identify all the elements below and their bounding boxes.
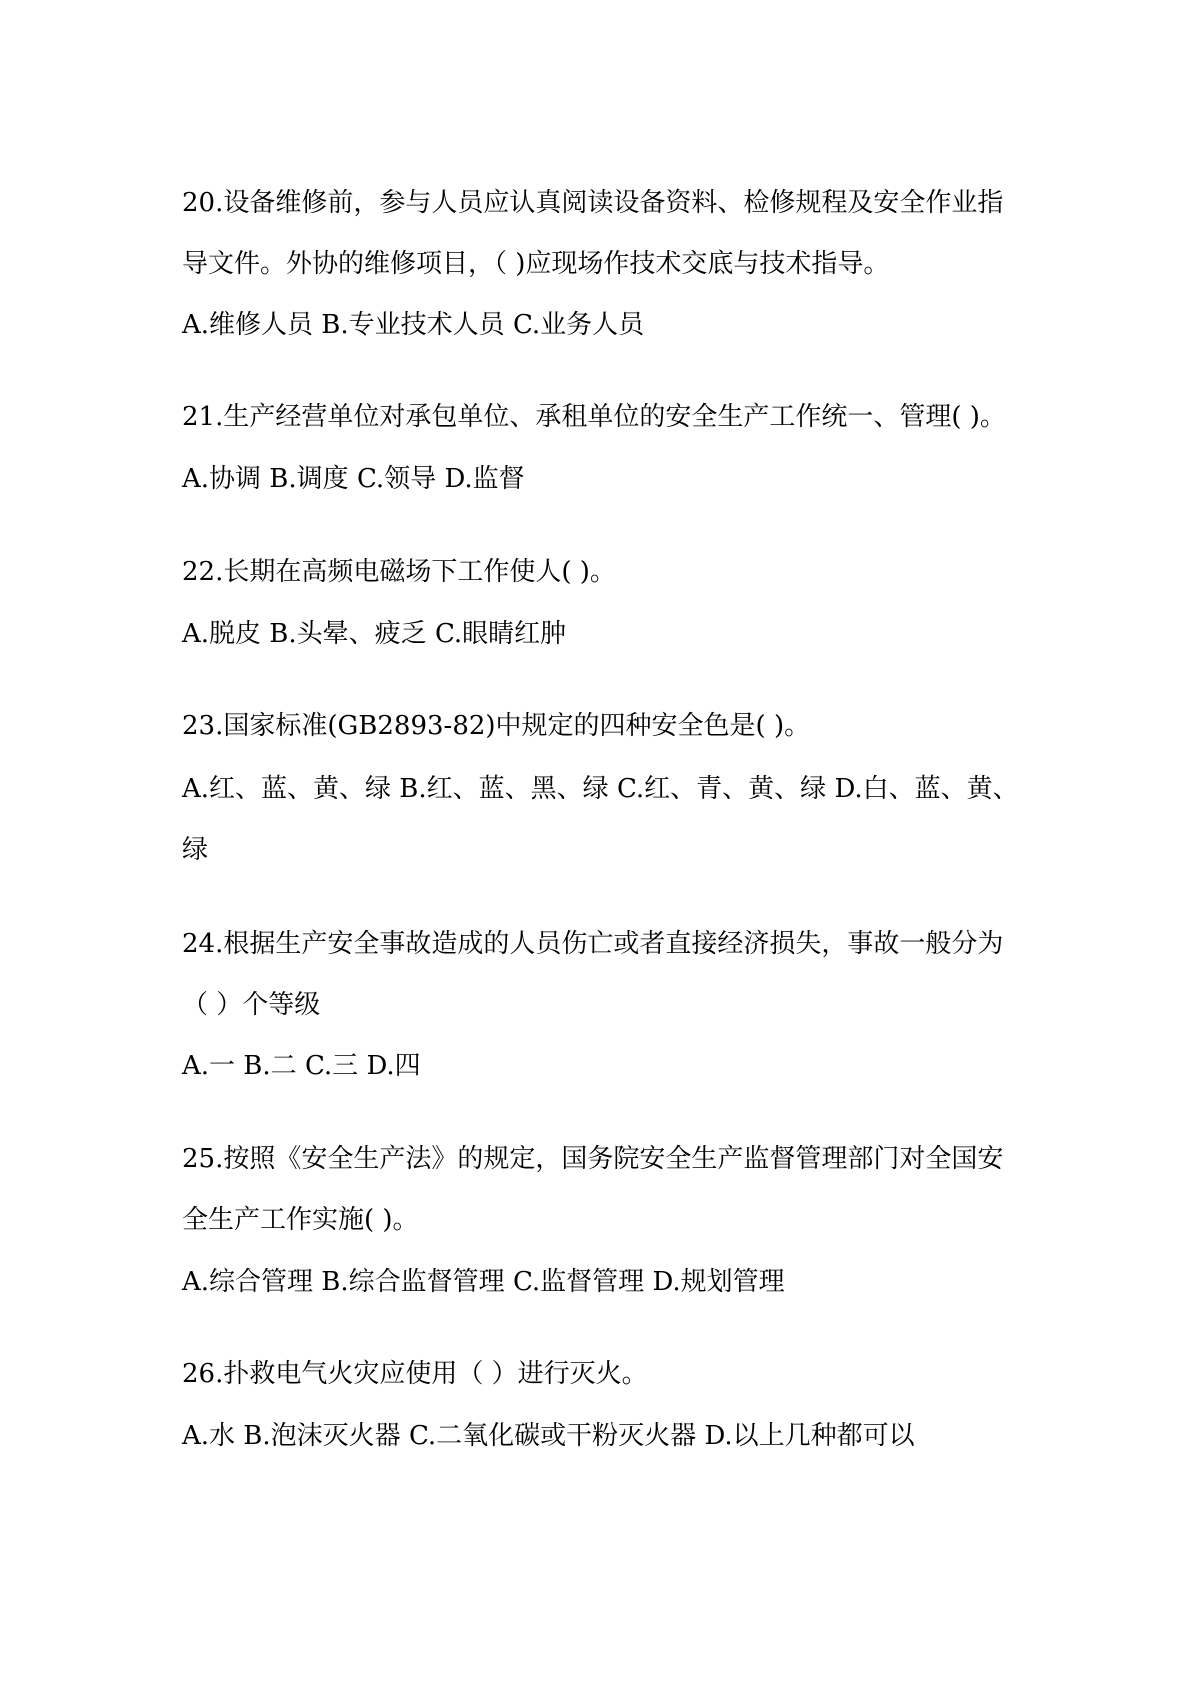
question-22-options: A.脱皮 B.头晕、疲乏 C.眼睛红肿 [182, 619, 567, 649]
question-22-stem: 22.长期在高频电磁场下工作使人( )。 [182, 557, 616, 587]
question-26-stem: 26.扑救电气火灾应使用（ ）进行灭火。 [182, 1359, 648, 1389]
question-21-stem: 21.生产经营单位对承包单位、承租单位的安全生产工作统一、管理( )。 [182, 402, 1006, 432]
question-24-stem-line-2: （ ）个等级 [182, 990, 321, 1020]
question-23-options-line-2: 绿 [182, 835, 209, 865]
question-25-stem-line-1: 25.按照《安全生产法》的规定，国务院安全生产监督管理部门对全国安 [182, 1144, 1004, 1174]
question-20-stem-line-2: 导文件。外协的维修项目，（ )应现场作技术交底与技术指导。 [182, 249, 890, 279]
question-20-options: A.维修人员 B.专业技术人员 C.业务人员 [182, 310, 645, 340]
question-20-stem-line-1: 20.设备维修前，参与人员应认真阅读设备资料、检修规程及安全作业指 [182, 188, 1004, 218]
question-23-stem: 23.国家标准(GB2893-82)中规定的四种安全色是( )。 [182, 711, 811, 741]
question-24-options: A.一 B.二 C.三 D.四 [182, 1051, 421, 1081]
question-24-stem-line-1: 24.根据生产安全事故造成的人员伤亡或者直接经济损失，事故一般分为 [182, 929, 1004, 959]
question-23-options-line-1: A.红、蓝、黄、绿 B.红、蓝、黑、绿 C.红、青、黄、绿 D.白、蓝、黄、 [182, 774, 1019, 804]
question-21-options: A.协调 B.调度 C.领导 D.监督 [182, 464, 525, 494]
question-25-stem-line-2: 全生产工作实施( )。 [182, 1205, 419, 1235]
question-25-options: A.综合管理 B.综合监督管理 C.监督管理 D.规划管理 [182, 1267, 785, 1297]
question-26-options: A.水 B.泡沫灭火器 C.二氧化碳或干粉灭火器 D.以上几种都可以 [182, 1421, 915, 1451]
